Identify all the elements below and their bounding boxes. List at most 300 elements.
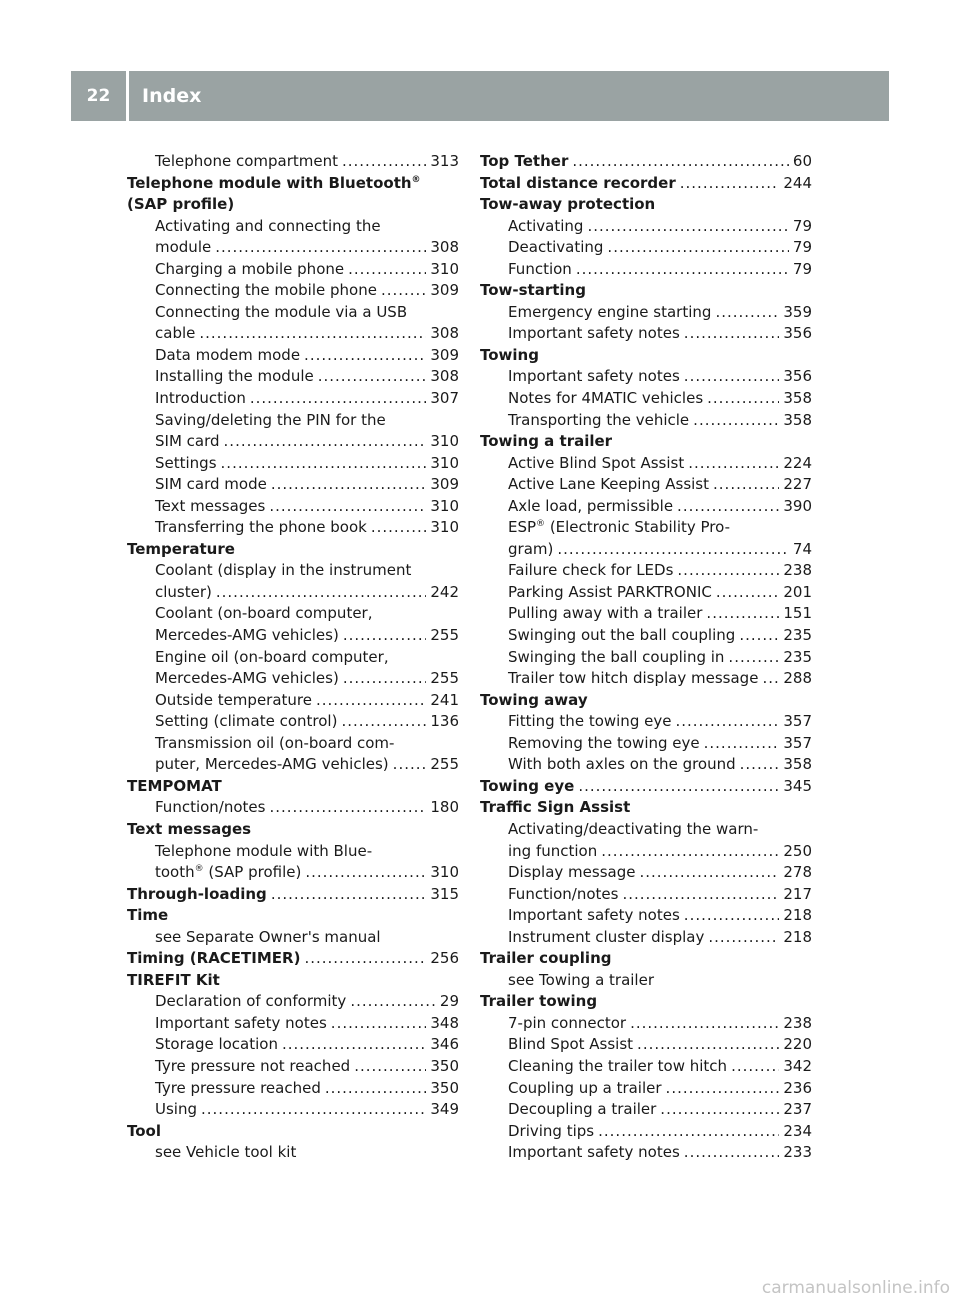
page-ref[interactable]: 151 [783, 604, 812, 623]
index-entry[interactable] [127, 797, 459, 819]
page-ref[interactable]: 237 [783, 1100, 812, 1119]
page-ref[interactable]: 310 [430, 863, 459, 882]
entry-text: Total distance recorder [480, 173, 676, 192]
entry-text: Trailer coupling [480, 949, 612, 968]
index-entry[interactable] [127, 237, 459, 259]
index-entry[interactable] [480, 560, 812, 582]
page-ref[interactable]: 309 [430, 281, 459, 300]
entry-text: see Vehicle tool kit [155, 1143, 297, 1162]
index-text [127, 647, 459, 669]
index-entry[interactable] [480, 711, 812, 733]
page-ref[interactable]: 313 [430, 152, 459, 170]
page-ref[interactable]: 79 [792, 216, 812, 235]
index-entry[interactable] [480, 539, 812, 561]
index-entry[interactable] [480, 366, 812, 388]
page-number: 22 [86, 86, 111, 106]
index-heading [127, 1121, 459, 1143]
index-entry[interactable] [480, 151, 812, 173]
dot-leader [393, 754, 427, 776]
dot-leader [282, 1034, 426, 1056]
entry-text: gram) [508, 539, 554, 558]
index-heading [127, 819, 459, 841]
entry-text: Fitting the towing eye [508, 712, 672, 731]
entry-label [155, 797, 265, 819]
entry-text: Important safety notes [155, 1013, 327, 1032]
page-ref[interactable]: 220 [783, 1035, 812, 1054]
page-ref[interactable]: 390 [783, 496, 812, 515]
entry-label [508, 625, 735, 647]
dot-leader [331, 1013, 427, 1035]
entry-text: Outside temperature [155, 690, 312, 709]
entry-text: Failure check for LEDs [508, 561, 674, 580]
page-ref[interactable]: 236 [783, 1078, 812, 1097]
entry-text: 7-pin connector [508, 1013, 627, 1032]
entry-label [155, 280, 377, 302]
page-header [71, 71, 889, 121]
page-ref[interactable]: 315 [430, 884, 459, 903]
entry-label [508, 884, 618, 906]
entry-text: Blind Spot Assist [508, 1035, 634, 1054]
page-ref[interactable]: 310 [430, 496, 459, 515]
entry-label [127, 1122, 161, 1140]
index-text [127, 927, 459, 949]
page-ref[interactable]: 235 [783, 626, 812, 645]
dot-leader [578, 776, 779, 798]
index-entry[interactable] [480, 323, 812, 345]
entry-label [155, 754, 389, 776]
entry-label [127, 777, 222, 795]
entry-label [155, 151, 338, 173]
dot-leader [354, 1056, 426, 1078]
entry-text: Swinging the ball coupling in [508, 647, 725, 666]
dot-leader [707, 388, 779, 410]
index-entry[interactable] [127, 323, 459, 345]
entry-text: Important safety notes [508, 1143, 680, 1162]
index-entry[interactable] [480, 862, 812, 884]
entry-text: Towing eye [480, 776, 575, 795]
index-entry[interactable] [480, 754, 812, 776]
dot-leader [221, 453, 427, 475]
registered-mark: ® [536, 519, 546, 530]
page-ref[interactable]: 255 [430, 755, 459, 774]
entry-label [155, 625, 339, 647]
entry-label [127, 540, 235, 558]
dot-leader [343, 668, 427, 690]
index-entry[interactable] [480, 474, 812, 496]
entry-label [508, 1078, 662, 1100]
entry-label [508, 539, 553, 561]
dot-leader [684, 1142, 780, 1164]
page-ref[interactable]: 255 [430, 626, 459, 645]
entry-text: Traffic Sign Assist [480, 798, 631, 817]
entry-text: Storage location [155, 1035, 278, 1054]
entry-text: Activating and connecting the [155, 216, 381, 235]
index-entry[interactable] [480, 496, 812, 518]
index-entry[interactable] [480, 216, 812, 238]
index-text [480, 970, 812, 992]
entry-text: Top Tether [480, 152, 569, 170]
entry-text: TIREFIT Kit [127, 970, 220, 989]
dot-leader [341, 711, 426, 733]
entry-text: cable [155, 324, 196, 343]
index-entry[interactable] [127, 517, 459, 539]
page-ref[interactable]: 278 [783, 863, 812, 882]
registered-mark: ® [411, 174, 421, 185]
index-entry[interactable] [127, 1078, 459, 1100]
page-ref[interactable]: 310 [430, 259, 459, 278]
index-entry[interactable] [127, 259, 459, 281]
entry-label [508, 668, 758, 690]
index-entry[interactable] [480, 302, 812, 324]
entry-label [155, 1056, 350, 1078]
index-entry[interactable] [127, 991, 459, 1013]
page-ref[interactable]: 345 [783, 776, 812, 795]
index-entry[interactable] [127, 1013, 459, 1035]
page-ref[interactable]: 288 [783, 669, 812, 688]
entry-text: Telephone module with Blue- [155, 841, 373, 860]
index-text [480, 517, 812, 539]
entry-label [155, 991, 346, 1013]
page-ref[interactable]: 358 [783, 410, 812, 429]
dot-leader [704, 733, 780, 755]
index-entry[interactable] [480, 1078, 812, 1100]
page-ref[interactable]: 235 [783, 647, 812, 666]
entry-label [508, 366, 680, 388]
entry-label [155, 1034, 278, 1056]
entry-text: ESP [508, 518, 537, 537]
index-entry[interactable] [127, 474, 459, 496]
dot-leader [325, 1078, 427, 1100]
page-ref[interactable]: 241 [430, 690, 459, 709]
entry-text: Tool [127, 1121, 161, 1140]
entry-text: Removing the towing eye [508, 733, 700, 752]
page-ref[interactable]: 358 [783, 389, 812, 408]
entry-label [155, 1099, 197, 1121]
entry-text: Important safety notes [508, 906, 680, 925]
index-entry[interactable] [480, 733, 812, 755]
entry-text: Timing (RACETIMER) [127, 949, 301, 968]
entry-label [480, 281, 586, 299]
page-ref[interactable]: 250 [783, 841, 812, 860]
dot-leader [269, 496, 426, 518]
section-title: Index [142, 85, 202, 107]
index-entry[interactable] [127, 388, 459, 410]
index-entry[interactable] [480, 1034, 812, 1056]
index-heading [127, 194, 459, 216]
entry-label [480, 346, 539, 364]
entry-text: cluster) [155, 582, 212, 601]
dot-leader [728, 647, 779, 669]
page-ref[interactable]: 310 [430, 518, 459, 537]
entry-text: Trailer tow hitch display message [508, 669, 759, 688]
dot-leader [684, 905, 780, 927]
dot-leader [607, 237, 788, 259]
page-ref[interactable]: 310 [430, 453, 459, 472]
index-entry[interactable] [127, 345, 459, 367]
index-text [480, 819, 812, 841]
page-ref[interactable]: 346 [430, 1035, 459, 1054]
page-ref[interactable]: 358 [783, 755, 812, 774]
page-ref[interactable]: 79 [792, 238, 812, 257]
index-entry[interactable] [127, 1034, 459, 1056]
dot-leader [630, 1013, 779, 1035]
entry-label [155, 604, 373, 622]
index-entry[interactable] [480, 1056, 812, 1078]
index-heading [480, 431, 812, 453]
entry-label [480, 949, 612, 967]
entry-text: Important safety notes [508, 324, 680, 343]
index-entry[interactable] [127, 862, 459, 884]
dot-leader [572, 151, 789, 173]
index-entry[interactable] [480, 1142, 812, 1164]
index-text [127, 841, 459, 863]
dot-leader [739, 625, 779, 647]
index-heading [480, 948, 812, 970]
entry-label [508, 388, 703, 410]
entry-text: Telephone module with Bluetooth [127, 173, 412, 192]
entry-label [480, 992, 597, 1010]
page-ref[interactable]: 227 [783, 475, 812, 494]
page-ref[interactable]: 242 [430, 582, 459, 601]
dot-leader [271, 884, 427, 906]
index-entry[interactable] [480, 1099, 812, 1121]
entry-text: Instrument cluster display [508, 927, 705, 946]
index-column-right [480, 151, 812, 1164]
page-ref[interactable]: 79 [792, 259, 812, 278]
index-entry[interactable] [127, 690, 459, 712]
page-ref[interactable]: 308 [430, 367, 459, 386]
index-entry[interactable] [127, 582, 459, 604]
index-entry[interactable] [127, 625, 459, 647]
index-entry[interactable] [480, 453, 812, 475]
index-entry[interactable] [480, 884, 812, 906]
dot-leader [708, 927, 779, 949]
dot-leader [215, 237, 426, 259]
entry-label [127, 195, 234, 213]
index-entry[interactable] [127, 453, 459, 475]
entry-label [508, 905, 680, 927]
index-entry[interactable] [127, 1056, 459, 1078]
dot-leader [715, 302, 779, 324]
entry-label [127, 820, 251, 838]
entry-text: Towing away [480, 690, 588, 709]
index-entry[interactable] [480, 668, 812, 690]
entry-text: ing function [508, 841, 598, 860]
dot-leader [706, 603, 779, 625]
page-ref[interactable]: 309 [430, 345, 459, 364]
entry-text: Data modem mode [155, 345, 301, 364]
index-entry[interactable] [480, 388, 812, 410]
dot-leader [381, 280, 426, 302]
entry-text: Function/notes [508, 884, 619, 903]
entry-label [508, 1099, 656, 1121]
entry-label [127, 948, 300, 970]
index-entry[interactable] [480, 927, 812, 949]
index-text [127, 410, 459, 432]
page-ref[interactable]: 310 [430, 432, 459, 451]
index-entry[interactable] [480, 625, 812, 647]
dot-leader [740, 754, 780, 776]
entry-label [508, 410, 689, 432]
page-ref[interactable]: 74 [792, 539, 812, 558]
index-entry[interactable] [480, 1121, 812, 1143]
page-ref[interactable]: 217 [783, 884, 812, 903]
index-entry[interactable] [127, 366, 459, 388]
dot-leader [731, 1056, 779, 1078]
entry-text: Saving/deleting the PIN for the [155, 410, 386, 429]
index-entry[interactable] [480, 582, 812, 604]
index-entry[interactable] [127, 668, 459, 690]
entry-text: Engine oil (on-board computer, [155, 647, 389, 666]
entry-label [155, 496, 265, 518]
dot-leader [666, 1078, 780, 1100]
entry-label [127, 906, 168, 924]
index-entry[interactable] [127, 754, 459, 776]
entry-text: Temperature [127, 539, 235, 558]
entry-label [155, 303, 407, 321]
entry-label [155, 582, 212, 604]
dot-leader [693, 410, 779, 432]
page-ref[interactable]: 218 [783, 927, 812, 946]
entry-text: Setting (climate control) [155, 712, 338, 731]
page-ref[interactable]: 244 [783, 173, 812, 192]
entry-label [155, 1013, 327, 1035]
dot-leader [576, 259, 789, 281]
entry-label [127, 884, 267, 906]
page-ref[interactable]: 180 [430, 798, 459, 817]
entry-label [480, 776, 574, 798]
index-text [127, 302, 459, 324]
dot-leader [216, 582, 426, 604]
index-entry[interactable] [127, 151, 459, 173]
entry-text: (SAP profile) [127, 195, 235, 214]
index-entry[interactable] [480, 776, 812, 798]
entry-label [508, 820, 758, 838]
index-entry[interactable] [127, 431, 459, 453]
page-ref[interactable]: 342 [783, 1056, 812, 1075]
dot-leader [250, 388, 427, 410]
index-entry[interactable] [480, 259, 812, 281]
dot-leader [342, 151, 426, 173]
index-entry[interactable] [480, 841, 812, 863]
entry-text: Deactivating [508, 238, 604, 257]
page-ref[interactable]: 233 [783, 1143, 812, 1162]
entry-label [155, 217, 381, 235]
index-entry[interactable] [480, 647, 812, 669]
page-ref[interactable]: 308 [430, 324, 459, 343]
entry-label [508, 862, 635, 884]
entry-label [155, 259, 344, 281]
index-entry[interactable] [127, 884, 459, 906]
entry-label [127, 174, 421, 192]
page-ref[interactable]: 307 [430, 389, 459, 408]
entry-text: Transmission oil (on-board com- [155, 733, 395, 752]
dot-leader [269, 797, 426, 819]
entry-label [508, 647, 724, 669]
page-ref[interactable]: 238 [783, 1013, 812, 1032]
entry-label [508, 560, 673, 582]
page-ref[interactable]: 136 [430, 712, 459, 731]
index-text [127, 733, 459, 755]
index-heading [127, 905, 459, 927]
entry-label [155, 453, 217, 475]
page-ref[interactable]: 350 [430, 1078, 459, 1097]
page-ref[interactable]: 201 [783, 582, 812, 601]
entry-label [155, 366, 314, 388]
registered-mark: ® [194, 864, 204, 875]
dot-leader [371, 517, 427, 539]
entry-text: Transporting the vehicle [508, 410, 690, 429]
page-ref[interactable]: 256 [430, 949, 459, 968]
entry-text: Driving tips [508, 1121, 595, 1140]
dot-leader [348, 259, 426, 281]
index-entry[interactable] [480, 410, 812, 432]
entry-label [155, 388, 246, 410]
page-ref[interactable]: 234 [783, 1121, 812, 1140]
page-ref[interactable]: 349 [430, 1100, 459, 1119]
dot-leader [684, 323, 780, 345]
page-ref[interactable]: 218 [783, 906, 812, 925]
index-entry[interactable] [127, 711, 459, 733]
page-ref[interactable]: 255 [430, 669, 459, 688]
page-ref[interactable]: 359 [783, 302, 812, 321]
index-heading [127, 539, 459, 561]
dot-leader [305, 862, 426, 884]
entry-text: Emergency engine starting [508, 302, 712, 321]
entry-text: Cleaning the trailer tow hitch [508, 1056, 728, 1075]
entry-text: Function [508, 259, 572, 278]
entry-text: puter, Mercedes-AMG vehicles) [155, 755, 389, 774]
entry-text: Text messages [127, 819, 252, 838]
index-entry[interactable] [127, 280, 459, 302]
page-ref[interactable]: 29 [439, 992, 459, 1011]
page-ref[interactable]: 357 [783, 712, 812, 731]
entry-text: Important safety notes [508, 367, 680, 386]
entry-text: Function/notes [155, 798, 266, 817]
index-entry[interactable] [480, 905, 812, 927]
header-divider [126, 71, 129, 121]
entry-label [155, 1078, 321, 1100]
index-heading [127, 970, 459, 992]
page-ref[interactable]: 224 [783, 453, 812, 472]
page-ref[interactable]: 350 [430, 1056, 459, 1075]
index-entry[interactable] [127, 1099, 459, 1121]
index-entry[interactable] [127, 948, 459, 970]
page-ref[interactable]: 60 [792, 152, 812, 170]
entry-label [155, 862, 301, 884]
index-entry[interactable] [127, 496, 459, 518]
index-entry[interactable] [480, 237, 812, 259]
entry-text: Active Lane Keeping Assist [508, 475, 710, 494]
entry-text: Using [155, 1100, 197, 1119]
page-ref[interactable]: 308 [430, 238, 459, 257]
index-entry[interactable] [480, 1013, 812, 1035]
dot-leader [304, 345, 426, 367]
dot-leader [713, 474, 779, 496]
page-ref[interactable]: 356 [783, 324, 812, 343]
entry-label [480, 173, 676, 195]
page-ref[interactable]: 309 [430, 475, 459, 494]
page-ref[interactable]: 348 [430, 1013, 459, 1032]
page-ref[interactable]: 238 [783, 561, 812, 580]
index-entry[interactable] [480, 173, 812, 195]
index-column-left [127, 151, 459, 1164]
entry-text: see Separate Owner's manual [155, 927, 381, 946]
page-ref[interactable]: 357 [783, 733, 812, 752]
index-entry[interactable] [480, 603, 812, 625]
page-ref[interactable]: 356 [783, 367, 812, 386]
entry-label [508, 1013, 626, 1035]
